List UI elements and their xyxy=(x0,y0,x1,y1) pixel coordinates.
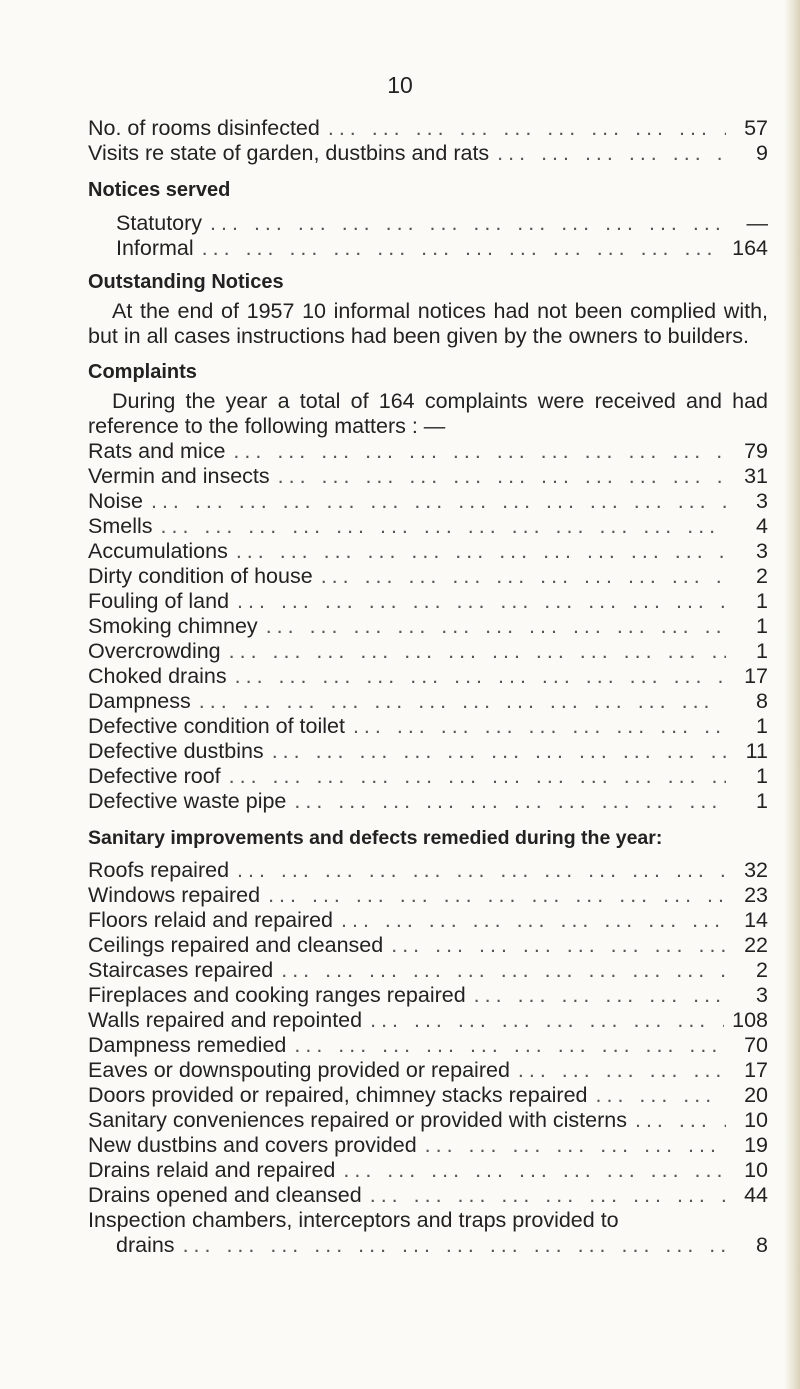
leader-dots xyxy=(328,116,726,141)
row-label: Statutory xyxy=(116,211,203,235)
leader-dots xyxy=(341,908,726,933)
sanitary-last-row xyxy=(88,1233,768,1258)
row-value: 1 xyxy=(756,614,768,638)
row-label: Smells xyxy=(88,514,153,538)
row-label: Roofs repaired xyxy=(88,858,230,882)
table-row xyxy=(88,639,768,664)
row-value: 4 xyxy=(756,514,768,538)
table-row xyxy=(88,789,768,814)
row-value: 20 xyxy=(744,1083,768,1107)
row-label: Accumulations xyxy=(88,539,228,563)
leader-dots xyxy=(353,714,726,739)
table-row xyxy=(88,739,768,764)
table-row xyxy=(88,883,768,908)
outstanding-heading: Outstanding Notices xyxy=(88,271,284,293)
table-row xyxy=(88,689,768,714)
row-label: Fouling of land xyxy=(88,589,230,613)
row-value: 108 xyxy=(732,1008,768,1032)
row-label: New dustbins and covers provided xyxy=(88,1133,417,1157)
leader-dots xyxy=(343,1158,726,1183)
row-label: No. of rooms disinfected xyxy=(88,116,320,140)
leader-dots xyxy=(321,564,726,589)
row-value: 44 xyxy=(744,1183,768,1207)
table-row xyxy=(88,211,768,236)
row-value: 10 xyxy=(744,1158,768,1182)
row-value: 1 xyxy=(756,589,768,613)
leader-dots xyxy=(202,236,724,261)
row-label: Floors relaid and repaired xyxy=(88,908,333,932)
row-label: Smoking chimney xyxy=(88,614,258,638)
row-label: Noise xyxy=(88,489,143,513)
leader-dots xyxy=(294,1033,726,1058)
table-row xyxy=(88,1008,768,1033)
row-label: Drains relaid and repaired xyxy=(88,1158,336,1182)
row-value: — xyxy=(746,211,768,235)
leader-dots xyxy=(635,1108,726,1133)
leader-dots xyxy=(268,883,726,908)
table-row xyxy=(88,589,768,614)
row-label: drains xyxy=(116,1233,175,1257)
table-row xyxy=(88,1133,768,1158)
leader-dots xyxy=(183,1233,726,1258)
row-value: 19 xyxy=(744,1133,768,1157)
row-label: Defective waste pipe xyxy=(88,789,287,813)
leader-dots xyxy=(199,689,726,714)
row-value: 3 xyxy=(756,983,768,1007)
row-value: 1 xyxy=(756,764,768,788)
row-label: Doors provided or repaired, chimney stacks repaired xyxy=(88,1083,588,1107)
row-value: 14 xyxy=(744,908,768,932)
row-value: 3 xyxy=(756,489,768,513)
leader-dots xyxy=(229,639,726,664)
table-row xyxy=(88,908,768,933)
table-row xyxy=(88,983,768,1008)
row-value: 11 xyxy=(745,739,768,763)
table-row xyxy=(88,1083,768,1108)
row-label: Rats and mice xyxy=(88,439,226,463)
table-row xyxy=(88,933,768,958)
leader-dots xyxy=(281,958,726,983)
complaints-rows xyxy=(88,439,768,814)
row-label: Staircases repaired xyxy=(88,958,274,982)
notices-rows xyxy=(88,211,768,261)
row-label: Defective dustbins xyxy=(88,739,264,763)
row-value: 17 xyxy=(744,1058,768,1082)
leader-dots xyxy=(474,983,726,1008)
table-row xyxy=(88,764,768,789)
row-label: Dirty condition of house xyxy=(88,564,313,588)
complaints-heading: Complaints xyxy=(88,361,197,383)
row-label: Defective condition of toilet xyxy=(88,714,345,738)
row-label: Overcrowding xyxy=(88,639,221,663)
table-row xyxy=(88,1108,768,1133)
row-value: 23 xyxy=(744,883,768,907)
row-label: Ceilings repaired and cleansed xyxy=(88,933,384,957)
leader-dots xyxy=(497,141,726,166)
leader-dots xyxy=(235,664,726,689)
table-row xyxy=(88,439,768,464)
leader-dots xyxy=(391,933,726,958)
leader-dots xyxy=(237,589,726,614)
table-row xyxy=(88,1158,768,1183)
table-row xyxy=(88,564,768,589)
table-row xyxy=(88,514,768,539)
table-row xyxy=(88,614,768,639)
table-row xyxy=(88,464,768,489)
notices-heading: Notices served xyxy=(88,179,231,201)
row-label: Sanitary conveniences repaired or provided with cisterns xyxy=(88,1108,627,1132)
leader-dots xyxy=(370,1183,726,1208)
row-label: Windows repaired xyxy=(88,883,261,907)
sanitary-last-line1: Inspection chambers, interceptors and traps provided to xyxy=(88,1208,619,1232)
row-value: 9 xyxy=(756,141,768,165)
row-value: 57 xyxy=(744,116,768,140)
leader-dots xyxy=(278,464,726,489)
row-label: Dampness xyxy=(88,689,191,713)
leader-dots xyxy=(266,614,726,639)
row-value: 164 xyxy=(732,236,768,260)
leader-dots xyxy=(161,514,726,539)
row-value: 3 xyxy=(756,539,768,563)
leader-dots xyxy=(151,489,726,514)
table-row xyxy=(88,489,768,514)
row-value: 8 xyxy=(756,1233,768,1257)
row-label: Visits re state of garden, dustbins and rats xyxy=(88,141,490,165)
row-value: 1 xyxy=(756,639,768,663)
row-label: Fireplaces and cooking ranges repaired xyxy=(88,983,466,1007)
table-row xyxy=(88,539,768,564)
row-value: 17 xyxy=(744,664,768,688)
top-rows xyxy=(88,116,768,166)
leader-dots xyxy=(272,739,726,764)
row-value: 22 xyxy=(744,933,768,957)
complaints-intro: During the year a total of 164 complaints were received and had reference to the following matters : — xyxy=(88,389,768,438)
leader-dots xyxy=(518,1058,726,1083)
outstanding-text: At the end of 1957 10 informal notices had not been complied with, but in all cases instructions had been given by the owners to builders. xyxy=(88,299,768,348)
row-value: 1 xyxy=(756,789,768,813)
row-label: Defective roof xyxy=(88,764,221,788)
row-label: Walls repaired and repointed xyxy=(88,1008,363,1032)
row-label: Drains opened and cleansed xyxy=(88,1183,362,1207)
table-row xyxy=(88,858,768,883)
table-row xyxy=(88,1033,768,1058)
leader-dots xyxy=(425,1133,726,1158)
row-value: 32 xyxy=(744,858,768,882)
row-label: Choked drains xyxy=(88,664,227,688)
row-value: 1 xyxy=(756,714,768,738)
row-value: 2 xyxy=(756,958,768,982)
leader-dots xyxy=(210,211,726,236)
row-label: Dampness remedied xyxy=(88,1033,287,1057)
row-value: 70 xyxy=(744,1033,768,1057)
row-value: 79 xyxy=(744,439,768,463)
leader-dots xyxy=(233,439,726,464)
row-label: Informal xyxy=(116,236,194,260)
leader-dots xyxy=(370,1008,724,1033)
sanitary-rows xyxy=(88,858,768,1208)
leader-dots xyxy=(596,1083,726,1108)
leader-dots xyxy=(294,789,726,814)
table-row xyxy=(88,958,768,983)
row-label: Eaves or downspouting provided or repaired xyxy=(88,1058,510,1082)
table-row xyxy=(88,714,768,739)
sanitary-heading: Sanitary improvements and defects remedied during the year: xyxy=(88,827,663,849)
row-label: Vermin and insects xyxy=(88,464,270,488)
table-row xyxy=(88,1058,768,1083)
table-row xyxy=(88,664,768,689)
page-number: 10 xyxy=(387,72,413,98)
table-row xyxy=(88,236,768,261)
document-page xyxy=(88,116,768,1258)
row-value: 31 xyxy=(744,464,768,488)
table-row xyxy=(88,141,768,166)
row-value: 8 xyxy=(756,689,768,713)
table-row xyxy=(88,116,768,141)
row-value: 2 xyxy=(756,564,768,588)
row-value: 10 xyxy=(744,1108,768,1132)
leader-dots xyxy=(236,539,726,564)
table-row xyxy=(88,1183,768,1208)
leader-dots xyxy=(229,764,726,789)
page-edge-shadow xyxy=(784,0,800,1389)
leader-dots xyxy=(237,858,726,883)
